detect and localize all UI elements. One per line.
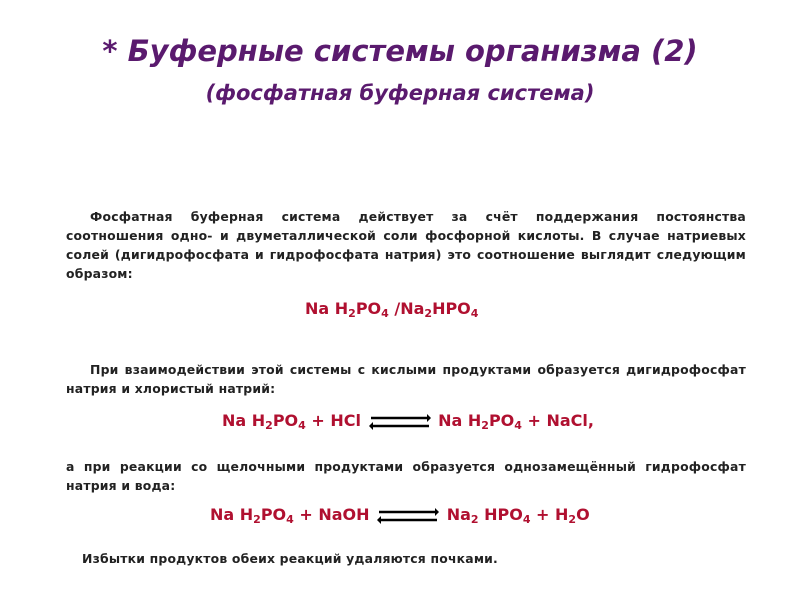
- formula-subscript: 4: [522, 513, 531, 526]
- formula-text: + NaOH: [293, 505, 370, 524]
- formula-subscript: 2: [568, 513, 577, 526]
- formula-subscript: 2: [424, 307, 433, 320]
- formula-subscript: 4: [381, 307, 389, 320]
- formula-text: PO: [260, 505, 287, 524]
- formula-subscript: 4: [298, 419, 306, 432]
- slide-title: * Буферные системы организма (2): [102, 34, 698, 68]
- formula-text: PO: [355, 299, 382, 318]
- formula-subscript: 4: [286, 513, 294, 526]
- formula-text: /Na: [388, 299, 425, 318]
- formula-text: PO: [488, 411, 515, 430]
- equilibrium-arrows-icon: [369, 412, 431, 432]
- formula-text: HPO: [478, 505, 523, 524]
- formula-text: + HCl: [305, 411, 361, 430]
- paragraph-alkali: а при реакции со щелочными продуктами образуется однозамещённый гидрофосфат натрия и вода:: [66, 459, 746, 493]
- formula-text: Na H: [210, 505, 254, 524]
- formula-text: Na H: [438, 411, 482, 430]
- formula-subscript: 2: [253, 513, 261, 526]
- slide-subtitle: (фосфатная буферная система): [205, 81, 595, 105]
- formula-text: O: [576, 505, 590, 524]
- formula-text: + H: [530, 505, 569, 524]
- reaction-alkali: [210, 504, 590, 531]
- formula-text: Na H: [305, 299, 349, 318]
- formula-text: Na H: [222, 411, 266, 430]
- formula-subscript: 4: [470, 307, 479, 320]
- formula-subscript: 2: [348, 307, 356, 320]
- formula-subscript: 2: [470, 513, 479, 526]
- reaction-acid: [222, 410, 594, 437]
- formula-ratio: [305, 298, 478, 325]
- formula-subscript: 4: [514, 419, 522, 432]
- formula-text: Na: [446, 505, 471, 524]
- formula-text: + NaCl,: [521, 411, 594, 430]
- equilibrium-arrows-icon: [377, 506, 439, 526]
- paragraph-acid: При взаимодействии этой системы с кислыми продуктами образуется дигидрофосфат натрия и хлористый натрий:: [66, 362, 746, 396]
- formula-text: HPO: [432, 299, 471, 318]
- closing-note: Избытки продуктов обеих реакций удаляются почками.: [82, 551, 498, 566]
- formula-text: PO: [272, 411, 299, 430]
- paragraph-intro: Фосфатная буферная система действует за счёт поддержания постоянства соотношения одно- и двуметаллической соли фосфорной кислоты. В случае натриевых солей (дигидрофосфата и гидрофосфата натрия) это соотношение выглядит следующим образом:: [66, 209, 746, 281]
- formula-subscript: 2: [481, 419, 489, 432]
- formula-subscript: 2: [265, 419, 273, 432]
